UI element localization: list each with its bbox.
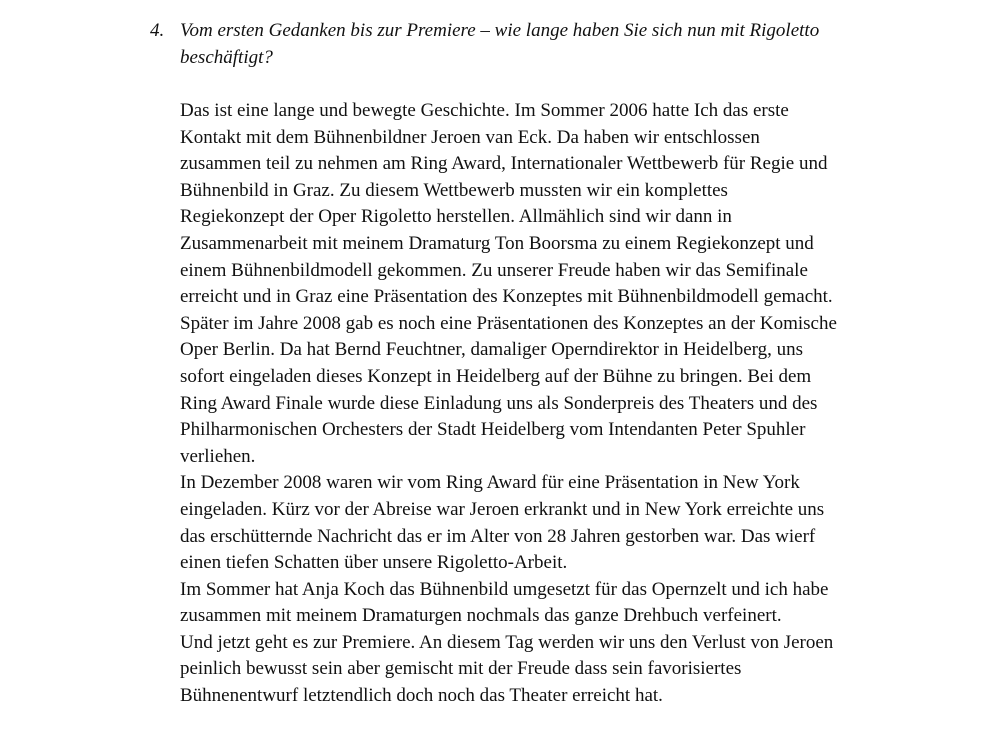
answer-line: verliehen. [180,445,256,467]
answer-line: Und jetzt geht es zur Premiere. An diesem Tag werden wir uns den Verlust von Jeroen [180,631,834,653]
answer-line: Oper Berlin. Da hat Bernd Feuchtner, damaliger Operndirektor in Heidelberg, uns [180,339,804,361]
answer-line: zusammen mit meinem Dramaturgen nochmals das ganze Drehbuch verfeinert. [180,605,782,627]
answer-line: Ring Award Finale wurde diese Einladung uns als Sonderpreis des Theaters und des [180,392,818,414]
answer-line: Im Sommer hat Anja Koch das Bühnenbild umgesetzt für das Opernzelt und ich habe [180,578,829,600]
question-number: 4. [150,20,165,41]
answer-line: einem Bühnenbildmodell gekommen. Zu unserer Freude haben wir das Semifinale [180,259,808,281]
interview-answer [180,98,900,710]
question-text [180,18,870,71]
answer-line: eingeladen. Kürz vor der Abreise war Jeroen erkrankt und in New York erreichte uns [180,498,825,520]
answer-line: sofort eingeladen dieses Konzept in Heidelberg auf der Bühne zu bringen. Bei dem [180,365,812,387]
answer-line: Philharmonischen Orchesters der Stadt Heidelberg vom Intendanten Peter Spuhler [180,419,806,441]
answer-line: Regiekonzept der Oper Rigoletto herstellen. Allmählich sind wir dann in [180,206,732,228]
answer-line: Bühnenbild in Graz. Zu diesem Wettbewerb mussten wir ein komplettes [180,179,728,201]
answer-line: Das ist eine lange und bewegte Geschichte. Im Sommer 2006 hatte Ich das erste [180,100,789,121]
question-line: beschäftigt? [180,46,273,68]
answer-line: Zusammenarbeit mit meinem Dramaturg Ton Boorsma zu einem Regiekonzept und [180,232,814,254]
answer-line: das erschütternde Nachricht das er im Alter von 28 Jahren gestorben war. Das wierf [180,525,816,547]
answer-line: In Dezember 2008 waren wir vom Ring Award für eine Präsentation in New York [180,472,800,494]
answer-line: peinlich bewusst sein aber gemischt mit der Freude dass sein favorisiertes [180,658,742,680]
answer-line: einen tiefen Schatten über unsere Rigoletto-Arbeit. [180,552,568,574]
answer-line: zusammen teil zu nehmen am Ring Award, Internationaler Wettbewerb für Regie und [180,153,828,175]
answer-line: Bühnenentwurf letztendlich doch noch das Theater erreicht hat. [180,685,663,707]
answer-line: Später im Jahre 2008 gab es noch eine Präsentationen des Konzeptes an der Komische [180,312,837,334]
question-line: Vom ersten Gedanken bis zur Premiere – wie lange haben Sie sich nun mit Rigoletto [180,20,820,41]
answer-line: Kontakt mit dem Bühnenbildner Jeroen van Eck. Da haben wir entschlossen [180,126,760,148]
answer-line: erreicht und in Graz eine Präsentation des Konzeptes mit Bühnenbildmodell gemacht. [180,286,833,308]
